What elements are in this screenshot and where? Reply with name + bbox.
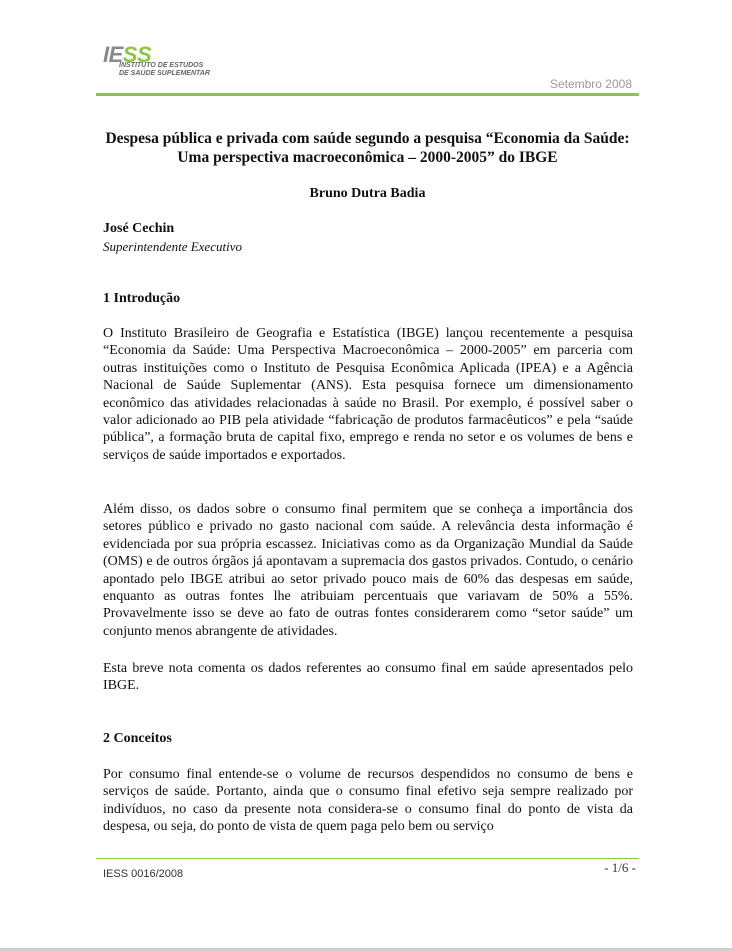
section-heading-introducao: 1 Introdução	[103, 291, 181, 306]
footer-divider	[96, 858, 639, 859]
publication-date: Setembro 2008	[549, 77, 632, 91]
iess-logo	[103, 42, 223, 82]
logo-mark-ie: IE	[103, 42, 123, 67]
contributor-role: Superintendente Executivo	[103, 239, 242, 254]
paragraph-intro-3: Esta breve nota comenta os dados referentes ao consumo final em saúde apresentados pelo IBGE.	[103, 661, 633, 694]
paragraph-intro-2: Além disso, os dados sobre o consumo final permitem que se conheça a importância dos setores público e privado no gasto nacional com saúde. A relevância desta informação é evidenciada por sua própria escassez. Iniciativas como as da Organização Mundial da Saúde (OMS) e de outros órgãos já apontavam a supremacia dos gastos privados. Contudo, o cenário apontado pelo IBGE atribui ao setor privado pouco mais de 60% das despesas em saúde, enquanto as outras fontes lhe atribuiam percentuais que variavam de 50% a 55%. Provavelmente isso se deve ao fato de outras fontes considerarem como “setor saúde” um conjunto menos abrangente de atividades.	[103, 502, 633, 639]
section-heading-conceitos: 2 Conceitos	[103, 731, 172, 746]
document-title: Despesa pública e privada com saúde segundo a pesquisa “Economia da Saúde: Uma perspectiva macroeconômica – 2000-2005” do IBGE	[105, 130, 630, 166]
paragraph-conceitos-1: Por consumo final entende-se o volume de recursos despendidos no consumo de bens e serviços de saúde. Portanto, ainda que o consumo final efetivo seja sempre realizado por indivíduos, no caso da presente nota considera-se o consumo final do ponto de vista da despesa, ou seja, do ponto de vista de quem paga pelo bem ou serviço	[103, 767, 633, 835]
logo-mark-ss: SS	[122, 42, 152, 67]
paragraph-intro-1: O Instituto Brasileiro de Geografia e Estatística (IBGE) lançou recentemente a pesquisa “Economia da Saúde: Uma Perspectiva Macroeconômica – 2000-2005” em parceria com outras instituições como o Instituto de Pesquisa Econômica Aplicada (IPEA) e a Agência Nacional de Saúde Suplementar (ANS). Esta pesquisa fornece um dimensionamento econômico das atividades relacionadas à saúde no Brasil. Por exemplo, é possível saber o valor adicionado ao PIB pela atividade “fabricação de produtos farmacêuticos” e pela “saúde pública”, a formação bruta de capital fixo, emprego e renda no setor e os volumes de bens e serviços de saúde importados e exportados.	[103, 326, 633, 463]
logo-subtitle	[119, 62, 210, 78]
header-divider	[96, 93, 639, 96]
contributor-name: José Cechin	[103, 221, 175, 236]
page-number: - 1/6 -	[604, 860, 636, 875]
document-code: IESS 0016/2008	[103, 868, 184, 880]
logo-subtitle-line1: INSTITUTO DE ESTUDOS	[119, 62, 204, 69]
author-name: Bruno Dutra Badia	[309, 186, 426, 201]
logo-subtitle-line2: DE SAÚDE SUPLEMENTAR	[119, 70, 210, 77]
